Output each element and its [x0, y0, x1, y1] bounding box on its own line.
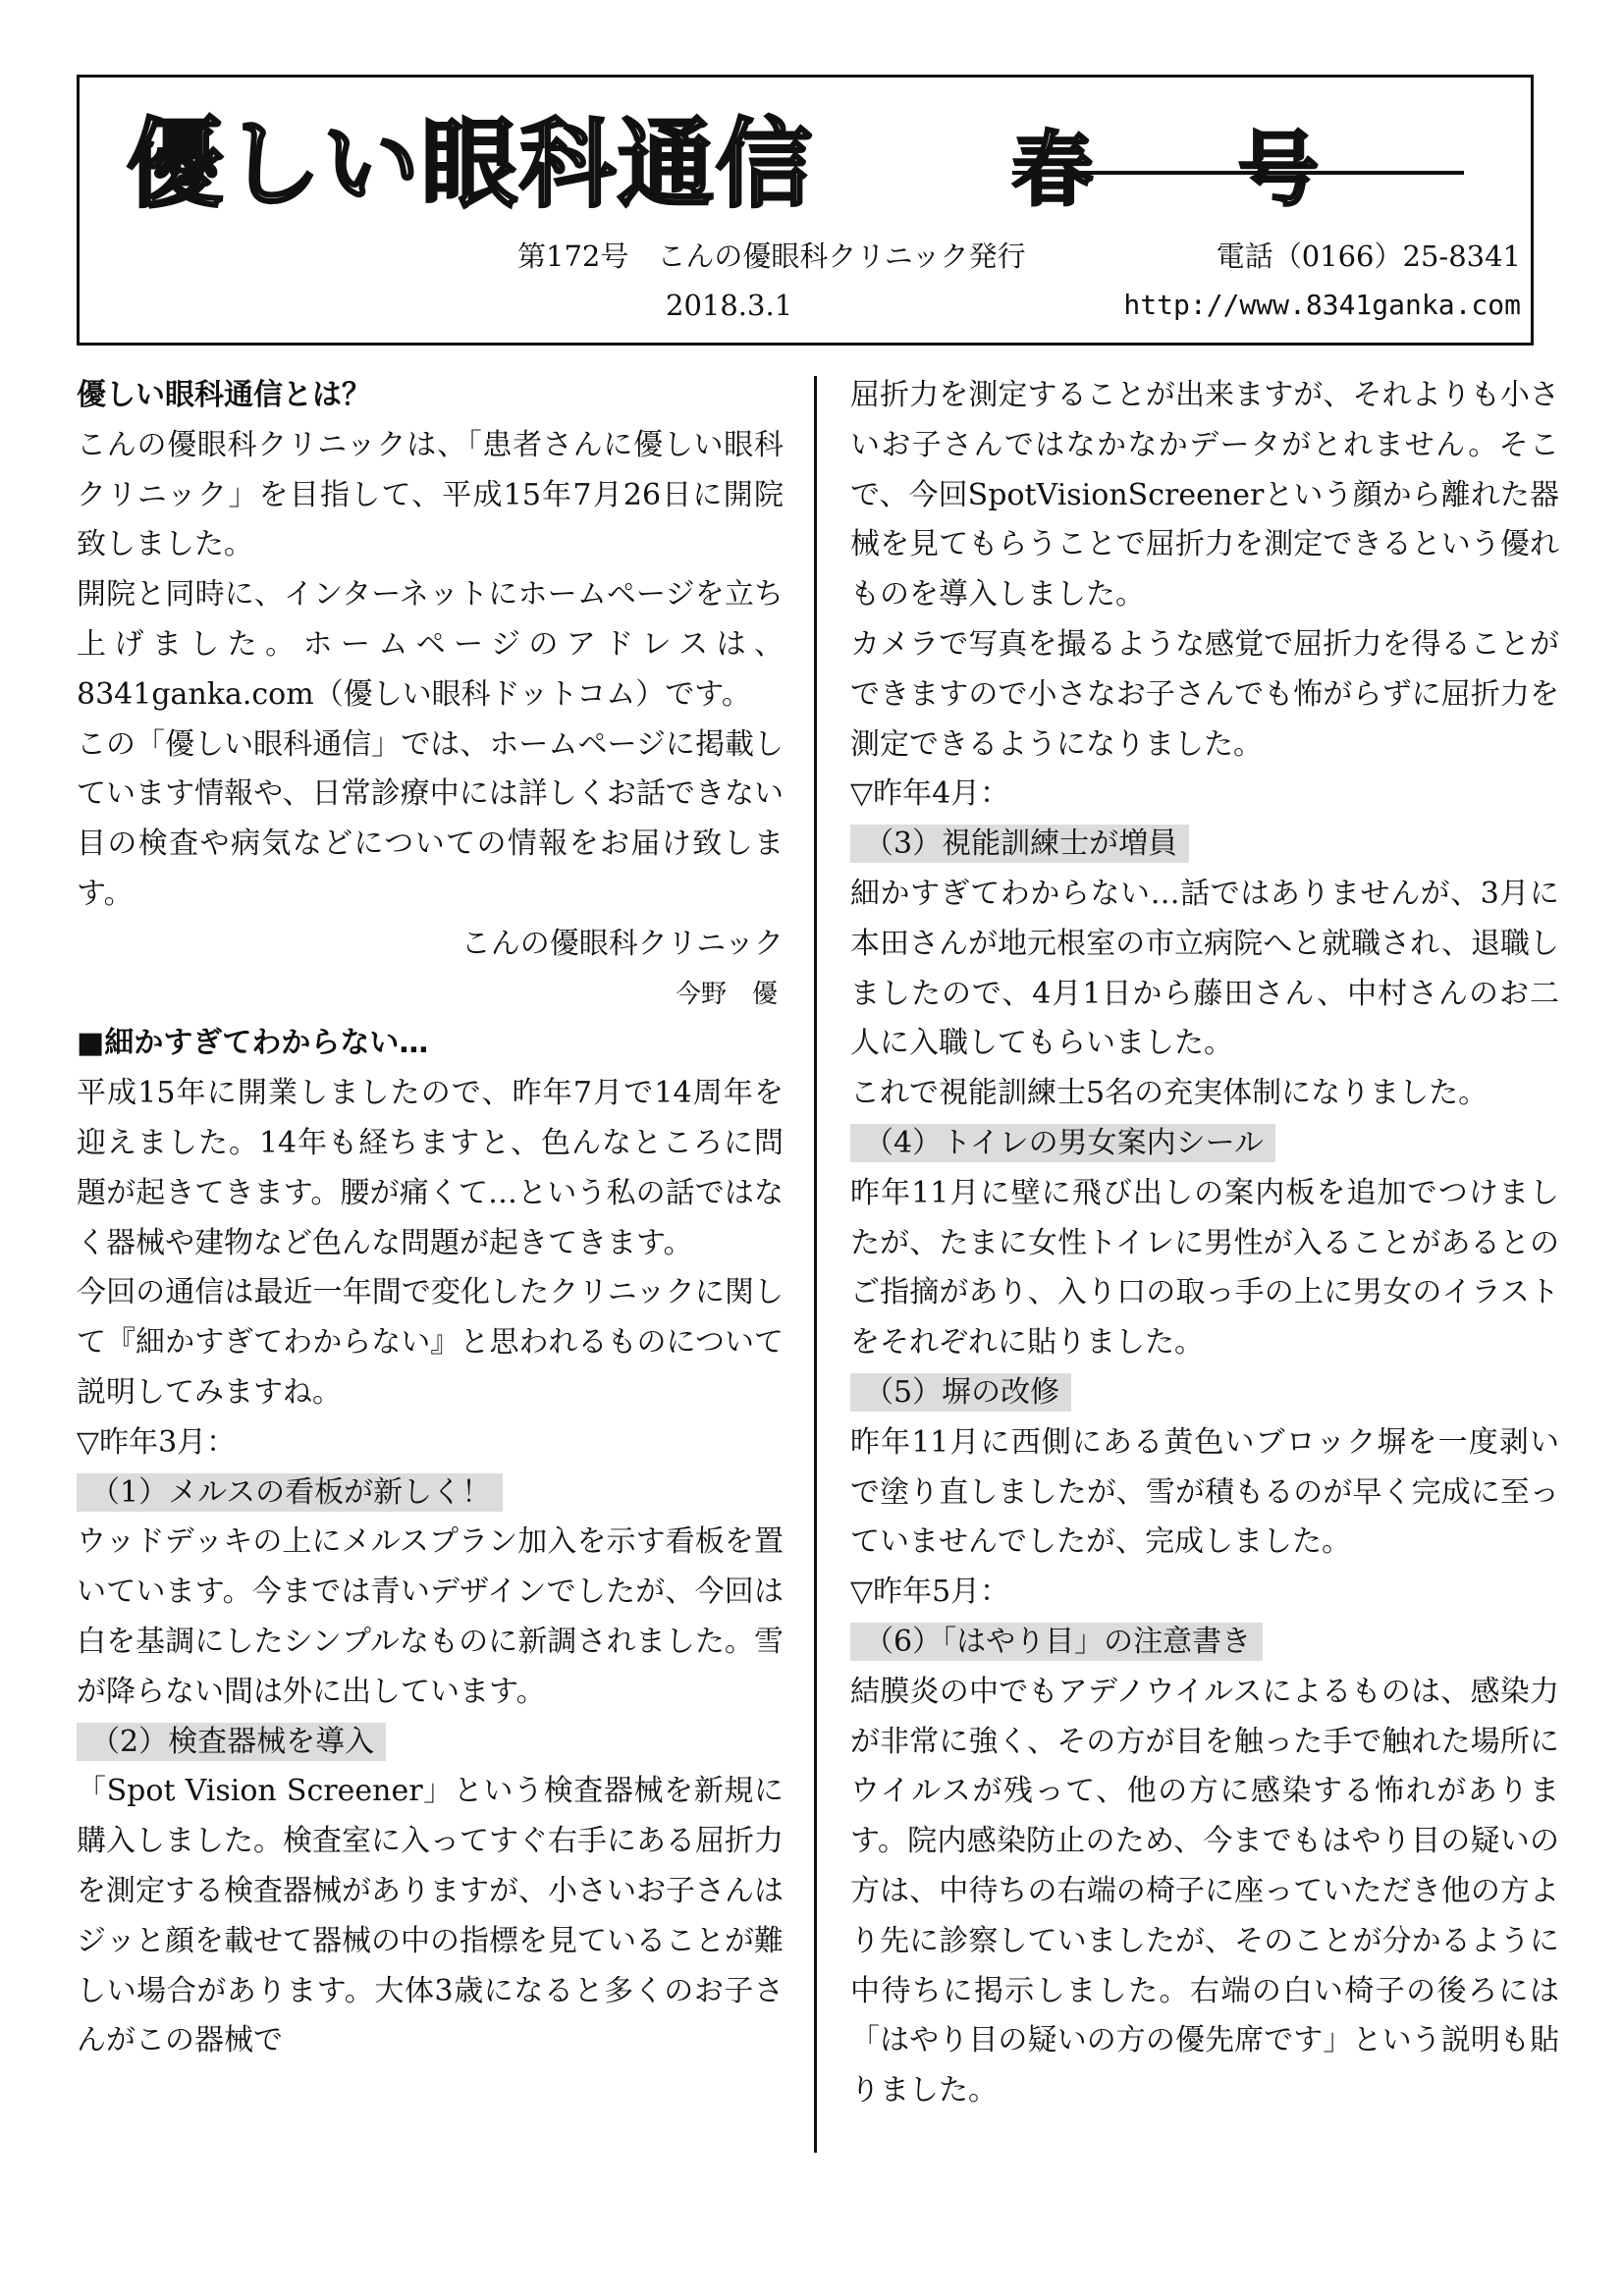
item-4-body: 昨年11月に壁に飛び出しの案内板を追加でつけましたが、たまに女性トイレに男性が入ることがあるとのご指摘があり、入り口の取っ手の上に男女のイラストをそれぞれに貼りました。: [850, 1175, 1559, 1361]
intro-paragraph-1: こんの優眼科クリニックは、「患者さんに優しい眼科クリニック」を目指して、平成15年7月26日に開院致しました。: [77, 427, 784, 562]
section-heading: ■細かすぎてわからない…: [77, 1026, 429, 1061]
item-1-body: ウッドデッキの上にメルスプラン加入を示す看板を置いています。今までは青いデザインでしたが、今回は白を基調にしたシンプルなものに新調されました。雪が降らない間は外に出しています。: [77, 1524, 784, 1709]
issue-info: 第172号 こんの優眼科クリニック発行: [517, 240, 1026, 273]
right-column: [850, 371, 1559, 2116]
section-paragraph-1: 平成15年に開業しましたので、昨年7月で14周年を迎えました。14年も経ちますと、色んなところに問題が起きてきます。腰が痛くて…という私の話ではなく器械や建物など色んな問題が起きてきます。: [77, 1076, 784, 1260]
item-3-title-text: （3）視能訓練士が増員: [850, 825, 1189, 863]
website-url: http://www.8341ganka.com: [1123, 289, 1521, 321]
section-paragraph-2: 今回の通信は最近一年間で変化したクリニックに関して『細かすぎてわからない』と思われるものについて説明してみますね。: [77, 1275, 784, 1410]
intro-paragraph-2: 開院と同時に、インターネットにホームページを立ち上げました。ホームページのアドレスは、8341ganka.com（優しい眼科ドットコム）です。: [77, 577, 784, 712]
item-6-title-text: （6）「はやり目」の注意書き: [850, 1623, 1263, 1661]
item-1-title-text: （1）メルスの看板が新しく！: [77, 1473, 503, 1512]
left-column: [77, 371, 784, 2066]
intro-heading: 優しい眼科通信とは？: [77, 378, 371, 412]
may-label: ▽昨年5月：: [850, 1575, 1010, 1610]
item-2-body: 「Spot Vision Screener」という検査器械を新規に購入しました。検査室に入ってすぐ右手にある屈折力を測定する検査器械がありますが、小さいお子さんはジッと顔を載せて器械の中の指標を見ていることが難しい場合があります。大体3歳になると多くのお子さんがこの器械で: [77, 1774, 784, 2058]
item-6-title: [850, 1618, 1559, 1668]
phone-number: 電話（0166）25-8341: [1216, 240, 1521, 273]
item-4-title-text: （4）トイレの男女案内シール: [850, 1124, 1275, 1162]
newsletter-title: 優しい眼科通信: [127, 109, 815, 221]
column-divider: [814, 376, 817, 2153]
item-3-body-1: 細かすぎてわからない…話ではありませんが、3月に本田さんが地元根室の市立病院へと就職され、退職しましたので、4月1日から藤田さん、中村さんのお二人に入職してもらいました。: [850, 876, 1559, 1061]
item-5-title: [850, 1368, 1559, 1418]
item-5-title-text: （5）塀の改修: [850, 1373, 1071, 1412]
issue-date: 2018.3.1: [666, 289, 793, 322]
item-6-body: 結膜炎の中でもアデノウイルスによるものは、感染力が非常に強く、その方が目を触った手で触れた場所にウイルスが残って、他の方に感染する怖れがあります。院内感染防止のため、今までもはやり目の疑いの方は、中待ちの右端の椅子に座っていただき他の方より先に診察していましたが、そのことが分かるように中待ちに掲示しました。右端の白い椅子の後ろには「はやり目の疑いの方の優先席です」という説明も貼りました。: [850, 1674, 1559, 2109]
april-label: ▽昨年4月：: [850, 776, 1010, 812]
item-2-title-text: （2）検査器械を導入: [77, 1723, 386, 1761]
item-4-title: [850, 1119, 1559, 1169]
season-label: 春号: [1012, 124, 1465, 217]
march-label: ▽昨年3月：: [77, 1424, 237, 1460]
item-3-title: [850, 820, 1559, 870]
continued-paragraph-2: カメラで写真を撮るような感覚で屈折力を得ることができますので小さなお子さんでも怖がらずに屈折力を測定できるようになりました。: [850, 626, 1559, 762]
intro-paragraph-3: この「優しい眼科通信」では、ホームページに掲載しています情報や、日常診療中には詳しくお話できない目の検査や病気などについての情報をお届け致します。: [77, 726, 784, 911]
masthead: [77, 75, 1534, 346]
item-3-body-2: これで視能訓練士5名の充実体制になりました。: [850, 1076, 1488, 1111]
signature-name: 今野 優: [675, 979, 778, 1009]
item-5-body: 昨年11月に西側にある黄色いブロック塀を一度剥いで塗り直しましたが、雪が積もるのが早く完成に至っていませんでしたが、完成しました。: [850, 1424, 1559, 1560]
item-1-title: [77, 1468, 784, 1519]
item-2-title: [77, 1718, 784, 1768]
continued-paragraph-1: 屈折力を測定することが出来ますが、それよりも小さいお子さんではなかなかデータがとれません。そこで、今回SpotVisionScreenerという顔から離れた器械を見てもらうことで屈折力を測定できるという優れものを導入しました。: [850, 378, 1559, 613]
signature-clinic: こんの優眼科クリニック: [460, 926, 784, 961]
